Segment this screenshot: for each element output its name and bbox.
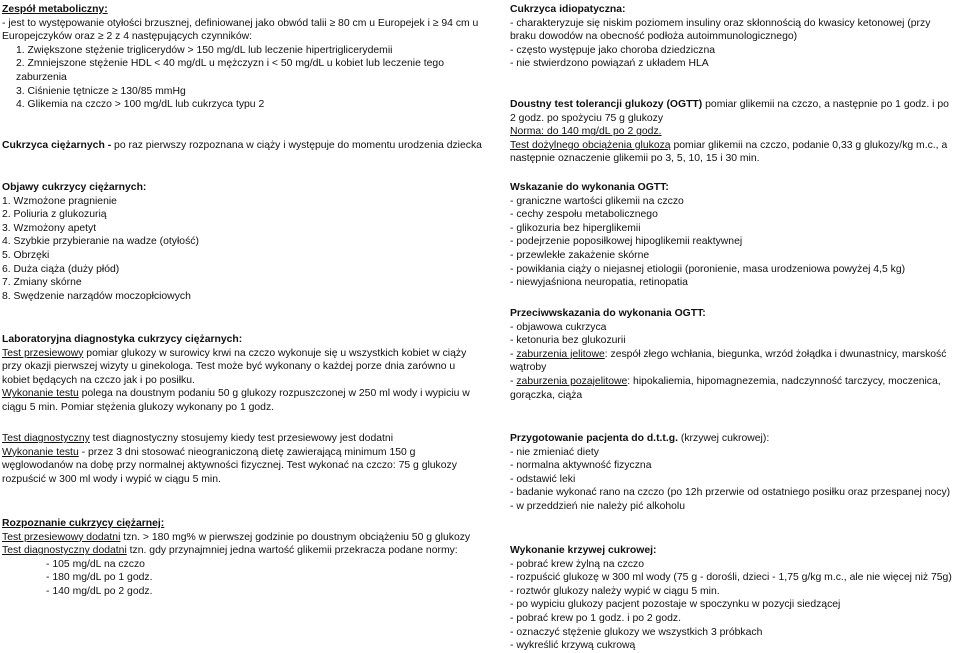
- norm-item: - 140 mg/dL po 2 godz.: [46, 585, 153, 597]
- intestinal-disorders-text: : zespół złego wchłania, biegunka, wrzód żołądka i dwunastnicy, marskość wątroby: [510, 348, 947, 374]
- indication-item: - cechy zespołu metabolicznego: [510, 209, 658, 221]
- ogtt-section: [510, 98, 956, 166]
- metabolic-heading: Zespół metaboliczny:: [2, 4, 108, 15]
- indication-item: - powikłania ciąży o niejasnej etiologii (poronienie, masa urodzeniowa powyżej 4,5 kg): [510, 263, 906, 275]
- norm-item: - 180 mg/dL po 1 godz.: [46, 572, 153, 584]
- indication-item: - przewlekłe zakażenie skórne: [510, 249, 650, 261]
- iv-test-term: Test dożylnego obciążenia glukozą: [510, 139, 671, 151]
- lab-heading: Laboratoryjna diagnostyka cukrzycy ciężarnych:: [2, 334, 243, 345]
- curve-step: - roztwór glukozy należy wypić w ciągu 5 min.: [510, 585, 720, 597]
- idiopathic-item: - nie stwierdzono powiązań z układem HLA: [510, 58, 709, 70]
- curve-step: - oznaczyć stężenie glukozy we wszystkich 3 próbkach: [510, 626, 763, 638]
- curve-heading: Wykonanie krzywej cukrowej:: [510, 545, 657, 556]
- symptom-item: 5. Obrzęki: [2, 249, 50, 261]
- glucose-curve-section: [510, 544, 956, 653]
- indication-item: - podejrzenie poposiłkowej hipoglikemii reaktywnej: [510, 236, 743, 248]
- metabolic-syndrome-section: [2, 3, 484, 112]
- idiopathic-heading: Cukrzyca idiopatyczna:: [510, 4, 626, 15]
- preparation-item: - nie zmieniać diety: [510, 446, 599, 458]
- diagnostic-test-term: Test diagnostyczny: [2, 433, 90, 444]
- screening-exec-term: Wykonanie testu: [2, 388, 79, 400]
- metabolic-item: 4. Glikemia na czczo > 100 mg/dL lub cukrzyca typu 2: [16, 99, 265, 111]
- indication-item: - glikozuria bez hiperglikemii: [510, 222, 641, 234]
- preparation-item: - odstawić leki: [510, 473, 576, 485]
- contraindication-item: - ketonuria bez glukozurii: [510, 335, 626, 347]
- curve-step: - rozpuścić glukozę w 300 ml wody (75 g - dorośli, dzieci - 1,75 g/kg m.c., ale nie więcej niż 75g): [510, 572, 952, 584]
- screening-exec-text: polega na doustnym podaniu 50 g glukozy rozpuszczonej w 250 ml wody i wypiciu w ciągu 5 min. Pomiar stężenia glukozy wykonany po 1 godz.: [2, 388, 470, 413]
- preparation-heading-rest: (krzywej cukrowej):: [678, 433, 770, 444]
- symptom-item: 6. Duża ciąża (duży płód): [2, 263, 120, 275]
- screening-test-term: Test przesiewowy: [2, 347, 84, 359]
- ogtt-contraindications-section: Przeciwwskazania do wykonania OGTT: - objawowa cukrzyca - ketonuria bez glukozurii - zaburzenia jelitowe: zespół złego wchłania, biegunka, wrzód żołądka i dwunastnicy, marskość wątroby - zaburzenia pozajelitowe: hipokaliemia, hipomagnezemia, nadczynność tarczycy, moczenica, gorączka, ciąża: [510, 307, 956, 402]
- idiopathic-section: [510, 3, 956, 71]
- idiopathic-item: - charakteryzuje się niskim poziomem insuliny oraz skłonnością do kwasicy ketonowej (przy braku dowodów na obecność podłoża autoimmunologicznego): [510, 17, 931, 43]
- patient-preparation-section: [510, 432, 956, 514]
- diagnostic-test-section: [2, 432, 484, 486]
- preparation-heading: Przygotowanie pacjenta do d.t.t.g.: [510, 433, 678, 444]
- metabolic-item: 3. Ciśnienie tętnicze ≥ 130/85 mmHg: [16, 85, 186, 97]
- positive-screening-term: Test przesiewowy dodatni: [2, 531, 121, 543]
- intestinal-disorders-term: zaburzenia jelitowe: [516, 348, 605, 360]
- extraintestinal-disorders-text: : hipokaliemia, hipomagnezemia, nadczynność tarczycy, moczenica, gorączka, ciąża: [510, 375, 941, 401]
- iv-test-text: pomiar glikemii na czczo, podanie 0,33 g glukozy/kg m.c., a następnie oznaczenie glikemii po 3, 5, 10, 15 i 30 min.: [510, 139, 948, 165]
- ogtt-norm: Norma: do 140 mg/dL po 2 godz.: [510, 126, 662, 138]
- metabolic-item: 1. Zwiększone stężenie triglicerydów > 150 mg/dL lub leczenie hipertriglicerydemii: [16, 44, 393, 56]
- positive-diagnostic-term: Test diagnostyczny dodatni: [2, 545, 127, 557]
- norm-item: - 105 mg/dL na czczo: [46, 558, 145, 570]
- ogtt-indications-section: [510, 181, 956, 290]
- curve-step: - wykreślić krzywą cukrową: [510, 640, 636, 652]
- gestational-term: Cukrzyca ciężarnych -: [2, 140, 112, 151]
- curve-step: - pobrać krew po 1 godz. i po 2 godz.: [510, 612, 681, 624]
- indication-item: - graniczne wartości glikemii na czczo: [510, 195, 684, 207]
- indication-item: - niewyjaśniona neuropatia, retinopatia: [510, 277, 688, 289]
- ogtt-heading: Doustny test tolerancji glukozy (OGTT): [510, 99, 703, 110]
- symptom-item: 2. Poliuria z glukozurią: [2, 209, 107, 221]
- contraindication-item: - objawowa cukrzyca: [510, 321, 607, 333]
- diagnostic-test-text: test diagnostyczny stosujemy kiedy test przesiewowy jest dodatni: [89, 433, 393, 444]
- screening-test-text: pomiar glukozy w surowicy krwi na czczo wykonuje się u wszystkich kobiet w ciąży przy okazji pierwszej wizyty u ginekologa. Test może być wykonany o każdej porze dnia zarówno u kobiet będących na czczo jak i po posiłku.: [2, 347, 467, 386]
- diagnostic-exec-term: Wykonanie testu: [2, 446, 79, 458]
- diagnostic-exec-text: - przez 3 dni stosować nieograniczoną dietę zawierającą minimum 150 g węglowodanów na dobę przy normalnej aktywności fizycznej. Test wykonać na czczo: 75 g glukozy rozpuścić w 300 ml wody i wypić w ciągu 5 min.: [2, 446, 457, 485]
- metabolic-item: 2. Zmniejszone stężenie HDL < 40 mg/dL u mężczyzn i < 50 mg/dL u kobiet lub leczenie tego zaburzenia: [16, 58, 444, 83]
- symptom-item: 1. Wzmożone pragnienie: [2, 195, 117, 207]
- gestational-text: po raz pierwszy rozpoznana w ciąży i występuje do momentu urodzenia dziecka: [111, 140, 482, 151]
- positive-screening-text: tzn. > 180 mg% w pierwszej godzinie po doustnym obciążeniu 50 g glukozy: [120, 531, 471, 543]
- recognition-heading: Rozpoznanie cukrzycy ciężarnej:: [2, 518, 165, 529]
- symptom-item: 7. Zmiany skórne: [2, 277, 82, 289]
- symptom-item: 8. Swędzenie narządów moczopłciowych: [2, 290, 191, 302]
- contraindications-heading: Przeciwwskazania do wykonania OGTT:: [510, 308, 706, 319]
- ogtt-text: pomiar glikemii na czczo, a następnie po 1 godz. i po 2 godz. po spożyciu 75 g glukozy: [510, 99, 949, 124]
- preparation-item: - w przeddzień nie należy pić alkoholu: [510, 500, 686, 512]
- symptoms-heading: Objawy cukrzycy ciężarnych:: [2, 182, 147, 193]
- symptom-item: 4. Szybkie przybieranie na wadze (otyłość): [2, 236, 199, 248]
- lab-diagnostics-section: [2, 333, 484, 415]
- positive-diagnostic-text: tzn. gdy przynajmniej jedna wartość glikemii przekracza podane normy:: [126, 545, 458, 557]
- curve-step: - pobrać krew żylną na czczo: [510, 558, 644, 570]
- gestational-definition: [2, 139, 484, 153]
- symptoms-section: [2, 181, 484, 303]
- indications-heading: Wskazanie do wykonania OGTT:: [510, 182, 669, 193]
- recognition-section: [2, 517, 484, 599]
- metabolic-intro: - jest to występowanie otyłości brzusznej, definiowanej jako obwód talii ≥ 80 cm u Europejek i ≥ 94 cm u Europejczyków oraz ≥ 2 z 4 następujących czynników:: [2, 17, 479, 43]
- preparation-item: - normalna aktywność fizyczna: [510, 460, 652, 472]
- extraintestinal-disorders-term: zaburzenia pozajelitowe: [516, 375, 628, 387]
- idiopathic-item: - często występuje jako choroba dziedziczna: [510, 44, 716, 56]
- preparation-item: - badanie wykonać rano na czczo (po 12h przerwie od ostatniego posiłku oraz przespanej nocy): [510, 487, 951, 499]
- curve-step: - po wypiciu glukozy pacjent pozostaje w spoczynku w pozycji siedzącej: [510, 599, 841, 611]
- symptom-item: 3. Wzmożony apetyt: [2, 222, 97, 234]
